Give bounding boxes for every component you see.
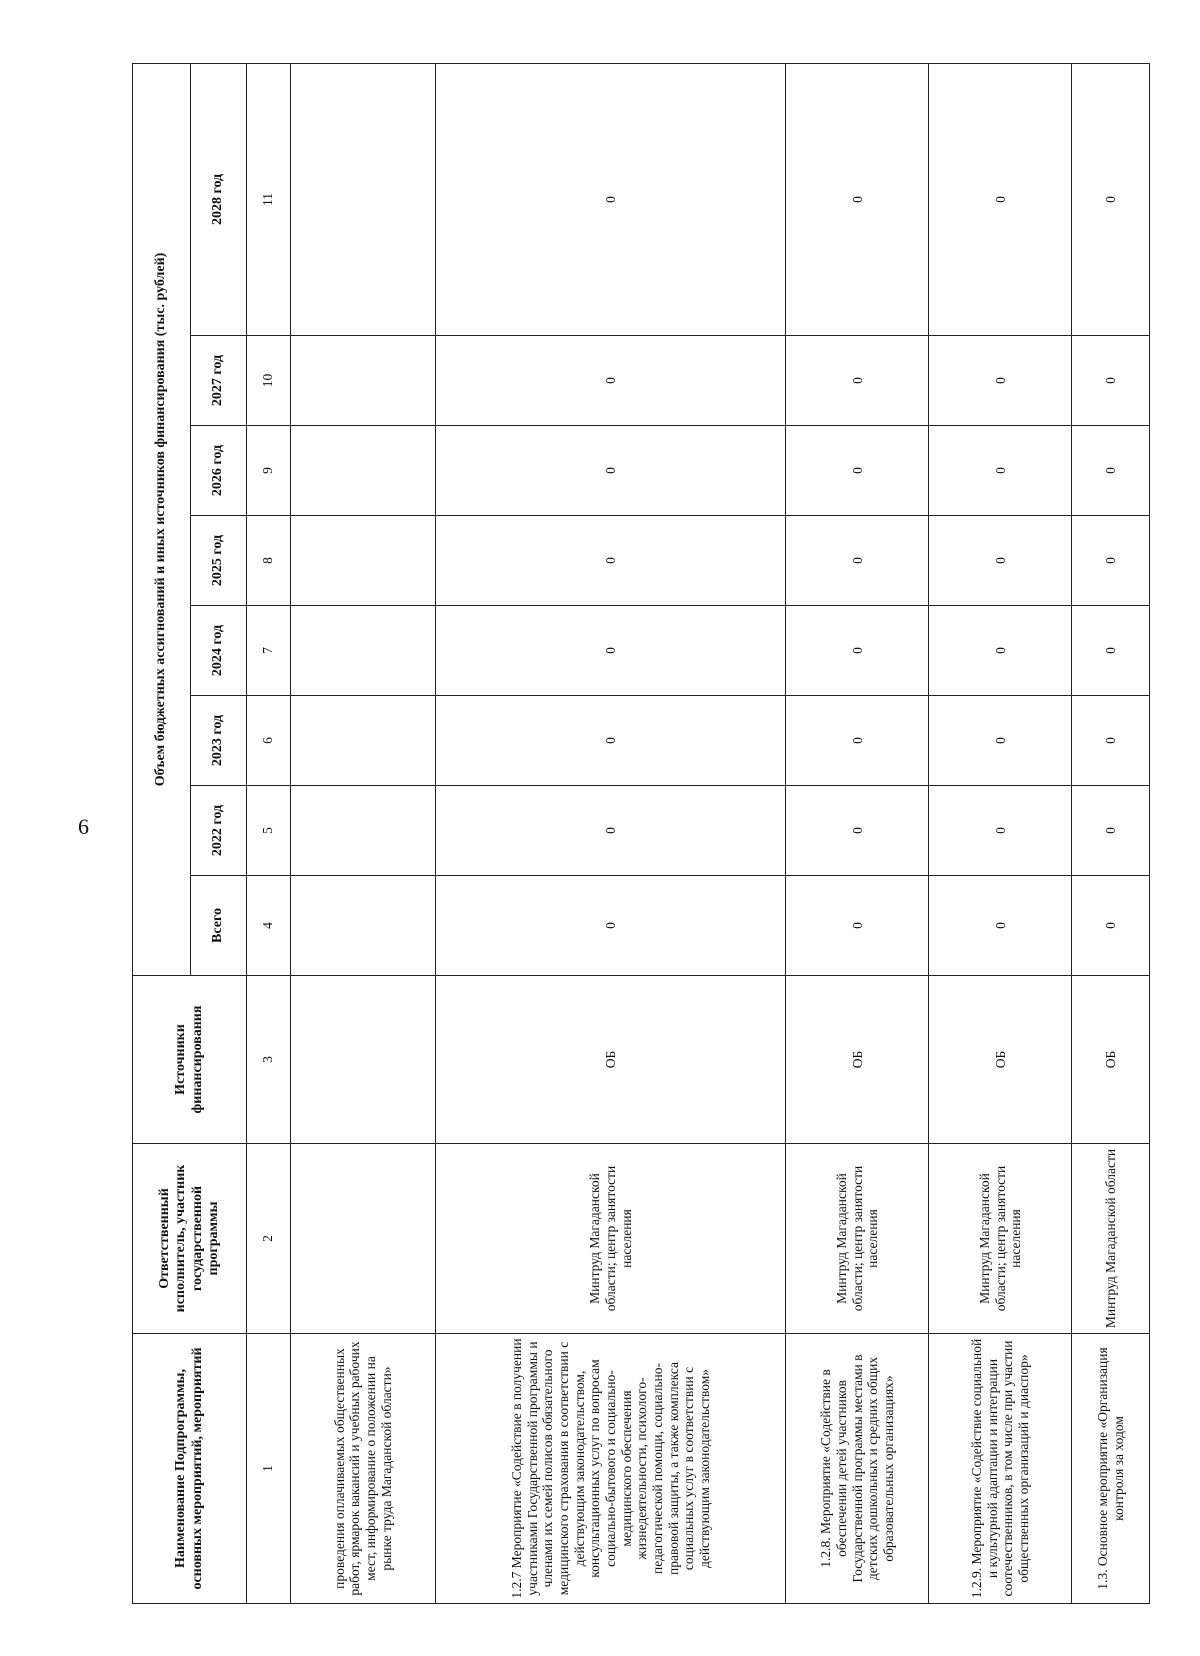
row-source: ОБ (1072, 976, 1150, 1144)
row-year-value: 0 (929, 606, 1072, 696)
page-number: 6 (78, 814, 89, 839)
row-year-value: 0 (929, 426, 1072, 516)
row-responsible: Минтруд Магаданской области; центр занятости населения (786, 1144, 929, 1334)
row-total: 0 (436, 876, 786, 976)
row-year-value: 0 (436, 696, 786, 786)
header-responsible: Ответственный исполнитель, участник государственной программы (133, 1144, 247, 1334)
row-year-value: 0 (929, 786, 1072, 876)
budget-table (132, 63, 1150, 1604)
column-number: 9 (247, 426, 291, 516)
header-year: 2022 год (191, 786, 247, 876)
column-number: 11 (247, 63, 291, 335)
row-year-value: 0 (1072, 336, 1150, 426)
row-name: 1.2.7 Мероприятие «Содействие в получении участниками Государственной программы и членами их семей полисов обязательного медицинского страхования в соответствии с действующим законодательством, консультационных услуг по вопросам социально-бытового и социально-медицинского обеспечения жизнедеятельности, психолого-педагогической помощи, социально-правовой защиты, а также комплекса социальных услуг в соответствии с действующим законодательством» (436, 1334, 786, 1604)
row-year-value: 0 (436, 786, 786, 876)
row-name: проведения оплачиваемых общественных работ, ярмарок вакансий и учебных рабочих мест, информирование о положении на рынке труда Магаданской области» (290, 1334, 435, 1604)
header-year: 2023 год (191, 696, 247, 786)
row-year-value (290, 786, 435, 876)
row-year-value: 0 (1072, 516, 1150, 606)
row-year-value: 0 (436, 63, 786, 335)
row-responsible: Минтруд Магаданской области; центр занятости населения (929, 1144, 1072, 1334)
row-year-value: 0 (436, 516, 786, 606)
row-year-value (290, 606, 435, 696)
row-year-value: 0 (786, 63, 929, 335)
row-name: 1.2.8. Мероприятие «Содействие в обеспечении детей участников Государственной программы местами в детских дошкольных и средних общих образовательных организациях» (786, 1334, 929, 1604)
row-year-value: 0 (1072, 606, 1150, 696)
row-year-value: 0 (1072, 786, 1150, 876)
row-year-value: 0 (929, 696, 1072, 786)
row-total: 0 (786, 876, 929, 976)
row-year-value: 0 (436, 606, 786, 696)
row-year-value (290, 516, 435, 606)
row-total: 0 (929, 876, 1072, 976)
header-year: 2027 год (191, 336, 247, 426)
row-year-value: 0 (1072, 426, 1150, 516)
header-year: 2028 год (191, 63, 247, 335)
row-total: 0 (1072, 876, 1150, 976)
row-year-value: 0 (436, 426, 786, 516)
row-name: 1.3. Основное мероприятие «Организация контроля за ходом (1072, 1334, 1150, 1604)
row-year-value: 0 (929, 63, 1072, 335)
row-year-value: 0 (786, 336, 929, 426)
row-responsible: Минтруд Магаданской области (1072, 1144, 1150, 1334)
row-source: ОБ (436, 976, 786, 1144)
row-year-value (290, 336, 435, 426)
row-year-value: 0 (786, 696, 929, 786)
budget-table-rotated (132, 64, 1150, 1604)
row-year-value: 0 (436, 336, 786, 426)
header-name: Наименование Подпрограммы, основных мероприятий, мероприятий (133, 1334, 247, 1604)
header-year: 2026 год (191, 426, 247, 516)
row-year-value: 0 (1072, 696, 1150, 786)
row-source: ОБ (929, 976, 1072, 1144)
column-number-row (247, 63, 291, 1603)
column-number: 7 (247, 606, 291, 696)
row-year-value: 0 (786, 426, 929, 516)
table-row (929, 63, 1072, 1603)
column-number: 8 (247, 516, 291, 606)
column-number: 2 (247, 1144, 291, 1334)
table-row (1072, 63, 1150, 1603)
row-source (290, 976, 435, 1144)
row-responsible: Минтруд Магаданской области; центр занятости населения (436, 1144, 786, 1334)
table-row (290, 63, 435, 1603)
row-year-value (290, 426, 435, 516)
row-source: ОБ (786, 976, 929, 1144)
row-year-value: 0 (1072, 63, 1150, 335)
row-year-value: 0 (786, 606, 929, 696)
row-year-value: 0 (929, 516, 1072, 606)
column-number: 1 (247, 1334, 291, 1604)
table-row (436, 63, 786, 1603)
row-year-value: 0 (929, 336, 1072, 426)
row-year-value: 0 (786, 516, 929, 606)
header-sources: Источники финансирования (133, 976, 247, 1144)
row-year-value (290, 696, 435, 786)
column-number: 5 (247, 786, 291, 876)
header-year: 2024 год (191, 606, 247, 696)
column-number: 4 (247, 876, 291, 976)
column-number: 3 (247, 976, 291, 1144)
header-year: 2025 год (191, 516, 247, 606)
table-row (786, 63, 929, 1603)
row-name: 1.2.9. Мероприятие «Содействие социальной и культурной адаптации и интеграции соотечественников, в том числе при участии общественных организаций и диаспор» (929, 1334, 1072, 1604)
row-year-value (290, 63, 435, 335)
row-responsible (290, 1144, 435, 1334)
column-number: 6 (247, 696, 291, 786)
header-budget-group: Объем бюджетных ассигнований и иных источников финансирования (тыс. рублей) (133, 63, 191, 975)
column-number: 10 (247, 336, 291, 426)
row-total (290, 876, 435, 976)
row-year-value: 0 (786, 786, 929, 876)
header-total: Всего (191, 876, 247, 976)
